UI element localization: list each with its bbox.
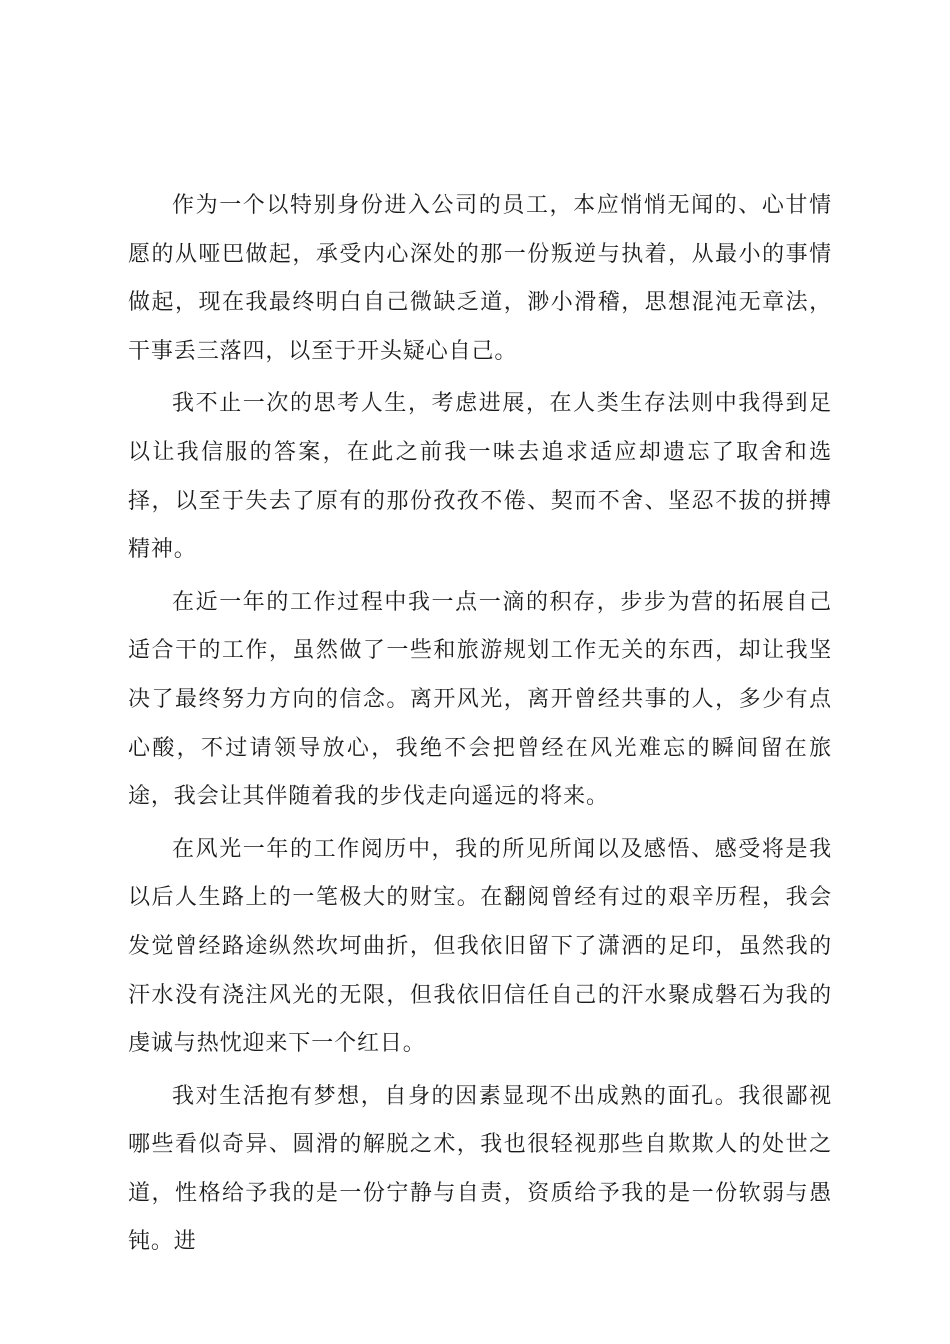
paragraph-3: 在近一年的工作过程中我一点一滴的积存，步步为营的拓展自己适合干的工作，虽然做了一些和旅游规划工作无关的东西，却让我坚决了最终努力方向的信念。离开风光，离开曾经共事的人，多少有点心酸，不过请领导放心，我绝不会把曾经在风光难忘的瞬间留在旅途，我会让其伴随着我的步伐走向遥远的将来。 — [128, 589, 832, 810]
paragraph-1: 作为一个以特别身份进入公司的员工，本应悄悄无闻的、心甘情愿的从哑巴做起，承受内心深处的那一份叛逆与执着，从最小的事情做起，现在我最终明白自己微缺乏道，渺小滑稽，思想混沌无章法，干事丢三落四，以至于开头疑心自己。 — [128, 193, 832, 364]
paragraph-4: 在风光一年的工作阅历中，我的所见所闻以及感悟、感受将是我以后人生路上的一笔极大的财宝。在翻阅曾经有过的艰辛历程，我会发觉曾经路途纵然坎坷曲折，但我依旧留下了潇洒的足印，虽然我的汗水没有浇注风光的无限，但我依旧信任自己的汗水聚成磐石为我的虔诚与热忱迎来下一个红日。 — [128, 836, 832, 1057]
paragraph-2: 我不止一次的思考人生，考虑进展，在人类生存法则中我得到足以让我信服的答案，在此之前我一味去追求适应却遗忘了取舍和选择，以至于失去了原有的那份孜孜不倦、契而不舍、坚忍不拔的拼搏精神。 — [128, 391, 832, 563]
document-body — [128, 182, 832, 1271]
paragraph-5: 我对生活抱有梦想，自身的因素显现不出成熟的面孔。我很鄙视哪些看似奇异、圆滑的解脱之术，我也很轻视那些自欺欺人的处世之道，性格给予我的是一份宁静与自责，资质给予我的是一份软弱与愚钝。进 — [128, 1083, 832, 1255]
